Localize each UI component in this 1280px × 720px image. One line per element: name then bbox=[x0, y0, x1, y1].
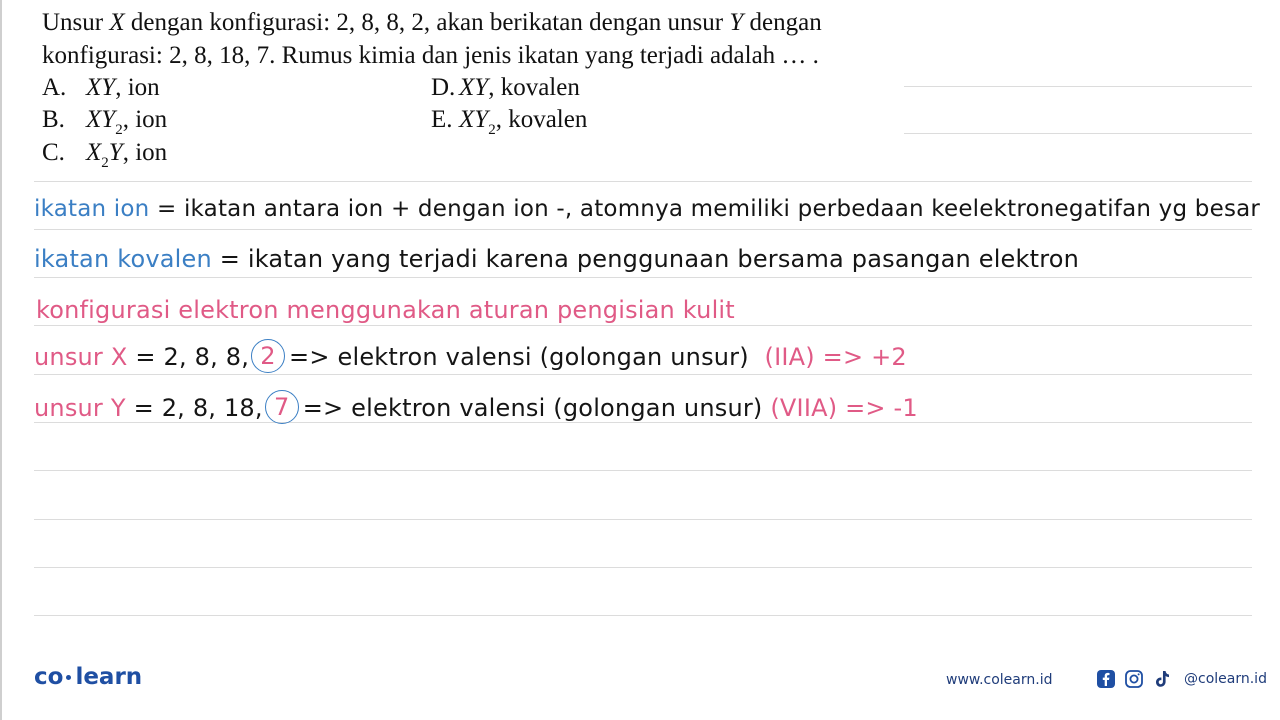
ruled-line bbox=[904, 133, 1252, 134]
valence-explanation: => elektron valensi (golongan unsur) bbox=[289, 343, 749, 371]
logo-text: learn bbox=[75, 664, 143, 690]
note-electron-configuration: konfigurasi elektron menggunakan aturan pengisian kulit bbox=[36, 296, 735, 324]
question-text: Unsur bbox=[42, 9, 110, 36]
option-b bbox=[42, 106, 168, 138]
option-subscript: 2 bbox=[115, 122, 123, 138]
instagram-icon[interactable] bbox=[1124, 669, 1144, 689]
element-label: unsur bbox=[34, 343, 104, 371]
element-symbol: X bbox=[110, 343, 128, 371]
valence-explanation: => elektron valensi (golongan unsur) bbox=[302, 394, 763, 422]
ruled-line bbox=[34, 567, 1252, 568]
ruled-line bbox=[34, 519, 1252, 520]
element-symbol: Y bbox=[110, 394, 126, 422]
term-ionic-bond: ikatan ion bbox=[34, 196, 150, 222]
website-link[interactable]: www.colearn.id bbox=[946, 672, 1053, 688]
option-formula: XY bbox=[459, 106, 489, 133]
option-a bbox=[42, 74, 160, 102]
ruled-line bbox=[34, 470, 1252, 471]
option-letter: A. bbox=[42, 74, 67, 101]
definition-ionic-bond: = ikatan antara ion + dengan ion -, atomnya memiliki perbedaan keelektronegatifan yg besar bbox=[149, 196, 1261, 222]
option-d bbox=[431, 74, 580, 102]
question-line-2: konfigurasi: 2, 8, 18, 7. Rumus kimia dan jenis ikatan yang terjadi adalah … . bbox=[42, 42, 819, 69]
element-y-symbol: Y bbox=[729, 9, 744, 36]
group-and-charge: (IIA) => +2 bbox=[764, 343, 907, 371]
option-formula-tail: Y bbox=[108, 139, 123, 166]
valence-electron-circle: 7 bbox=[265, 390, 299, 424]
question-text: dengan bbox=[743, 9, 822, 36]
ruled-line bbox=[34, 229, 1252, 230]
logo-dot bbox=[66, 675, 71, 680]
social-handle[interactable]: @colearn.id bbox=[1184, 671, 1267, 687]
note-element-x bbox=[34, 341, 907, 375]
ruled-line bbox=[904, 86, 1252, 87]
note-covalent-bond bbox=[34, 245, 1079, 273]
colearn-logo bbox=[34, 664, 142, 690]
option-formula: X bbox=[86, 139, 102, 166]
option-formula: XY bbox=[86, 74, 116, 101]
social-links bbox=[1096, 669, 1267, 689]
option-letter: E. bbox=[431, 106, 453, 133]
tiktok-icon[interactable] bbox=[1152, 669, 1172, 689]
element-x-symbol: X bbox=[109, 9, 125, 36]
ruled-line bbox=[34, 181, 1252, 182]
logo-text: co bbox=[34, 664, 64, 690]
option-letter: D. bbox=[431, 74, 456, 101]
option-letter: B. bbox=[42, 106, 65, 133]
group-and-charge: (VIIA) => -1 bbox=[770, 394, 918, 422]
option-letter: C. bbox=[42, 139, 65, 166]
term-covalent-bond: ikatan kovalen bbox=[34, 245, 212, 273]
note-ionic-bond bbox=[34, 196, 1260, 222]
option-subscript: 2 bbox=[488, 122, 496, 138]
element-label: unsur bbox=[34, 394, 104, 422]
option-bond-type: , ion bbox=[122, 106, 168, 133]
left-border bbox=[0, 0, 2, 720]
option-bond-type: , kovalen bbox=[488, 74, 580, 101]
ruled-line bbox=[34, 325, 1252, 326]
option-formula: XY bbox=[459, 74, 489, 101]
facebook-icon[interactable] bbox=[1096, 669, 1116, 689]
option-bond-type: , ion bbox=[122, 139, 168, 166]
option-bond-type: , kovalen bbox=[495, 106, 588, 133]
note-element-y bbox=[34, 392, 918, 426]
ruled-line bbox=[34, 615, 1252, 616]
question-text: dengan konfigurasi: 2, 8, 8, 2, akan berikatan dengan unsur bbox=[124, 9, 730, 36]
valence-electron-circle: 2 bbox=[251, 339, 285, 373]
option-c bbox=[42, 139, 168, 171]
definition-covalent-bond: = ikatan yang terjadi karena penggunaan bersama pasangan elektron bbox=[211, 245, 1080, 273]
question-line-1 bbox=[42, 7, 822, 39]
option-bond-type: , ion bbox=[115, 74, 160, 101]
ruled-line bbox=[34, 277, 1252, 278]
element-configuration: = 2, 8, 8, bbox=[127, 343, 250, 371]
option-formula: XY bbox=[86, 106, 116, 133]
option-e bbox=[431, 106, 588, 138]
element-configuration: = 2, 8, 18, bbox=[125, 394, 263, 422]
option-subscript: 2 bbox=[101, 155, 109, 171]
